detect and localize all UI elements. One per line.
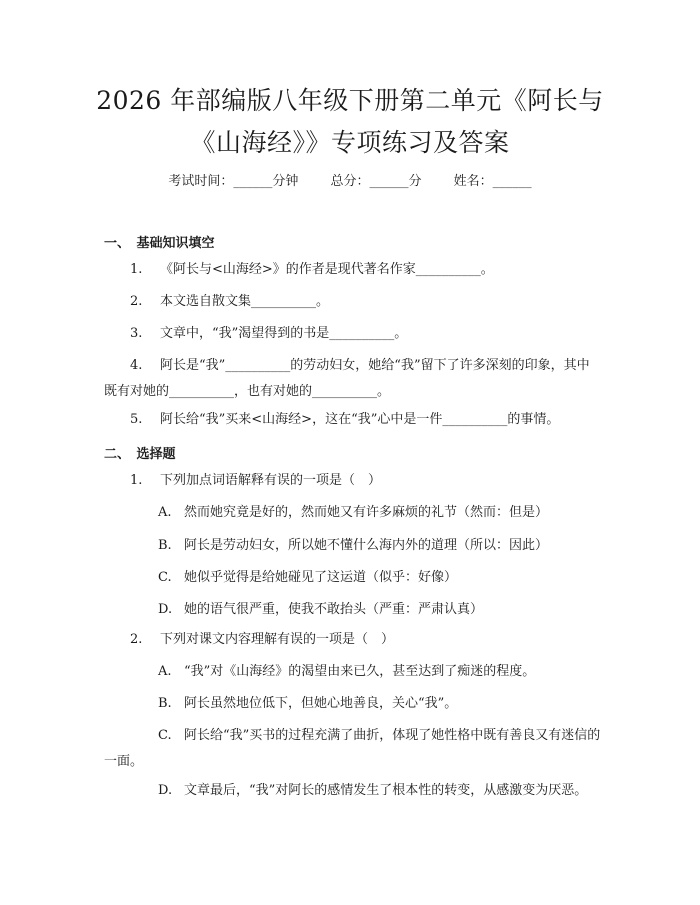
option-label: C. <box>158 728 172 743</box>
question-text: 本文选自散文集__________。 <box>160 294 330 309</box>
option-label: C. <box>158 570 172 585</box>
section-2-heading: 二、 选择题 <box>104 447 176 462</box>
option-label: B. <box>158 538 172 553</box>
title-line-1: 2026 年部编版八年级下册第二单元《阿长与 <box>96 86 604 115</box>
option-text: 文章最后，“我”对阿长的感情发生了根本性的转变，从感激变为厌恶。 <box>184 783 588 798</box>
option-label: A. <box>158 664 172 679</box>
question-number: 5. <box>130 412 143 427</box>
question-number: 1. <box>130 473 143 488</box>
option-text: 阿长是劳动妇女，所以她不懂什么海内外的道理（所以：因此） <box>184 538 549 553</box>
section-1-heading: 一、 基础知识填空 <box>104 236 215 251</box>
choice-question-1 <box>104 468 602 494</box>
question-number: 2. <box>130 294 143 309</box>
fill-question-2 <box>104 289 602 315</box>
option-text: 她似乎觉得是给她碰见了这运道（似乎：好像） <box>184 570 458 585</box>
choice-option-c <box>104 723 602 775</box>
exam-score: 总分：______分 <box>330 174 422 189</box>
question-text: 《阿长与<山海经>》的作者是现代著名作家__________。 <box>160 262 494 277</box>
title-line-2: 《山海经》》专项练习及答案 <box>190 128 510 157</box>
question-text: 阿长给“我”买来<山海经>，这在“我”心中是一件__________的事情。 <box>160 412 560 427</box>
option-text: “我”对《山海经》的渴望由来已久，甚至达到了痴迷的程度。 <box>184 664 536 679</box>
option-text: 然而她究竟是好的，然而她又有许多麻烦的礼节（然而：但是） <box>184 505 549 520</box>
option-text: 阿长给“我”买书的过程充满了曲折，体现了她性格中既有善良又有迷信的一面。 <box>104 728 601 769</box>
exam-name: 姓名：______ <box>453 174 532 189</box>
page-title <box>60 80 640 164</box>
fill-question-3 <box>104 321 602 347</box>
question-number: 3. <box>130 326 143 341</box>
option-label: D. <box>158 783 173 798</box>
fill-question-1 <box>104 257 602 283</box>
choice-option-b <box>158 691 598 717</box>
option-label: D. <box>158 602 173 617</box>
question-number: 4. <box>130 358 143 373</box>
choice-option-c <box>158 565 598 591</box>
option-text: 她的语气很严重，使我不敢抬头（严重：严肃认真） <box>184 602 484 617</box>
fill-question-5 <box>104 407 602 433</box>
choice-option-a <box>158 659 598 685</box>
exam-meta <box>0 170 700 189</box>
choice-option-b <box>158 533 598 559</box>
choice-option-d <box>104 778 602 804</box>
question-text: 文章中，“我”渴望得到的书是__________。 <box>160 326 408 341</box>
question-number: 2. <box>130 632 143 647</box>
option-text: 阿长虽然地位低下，但她心地善良，关心“我”。 <box>184 696 458 711</box>
exam-time: 考试时间：______分钟 <box>168 174 299 189</box>
choice-question-2 <box>104 627 602 653</box>
question-text: 下列对课文内容理解有误的一项是（ ） <box>160 632 395 647</box>
choice-option-a <box>158 500 598 526</box>
option-label: B. <box>158 696 172 711</box>
option-label: A. <box>158 505 172 520</box>
question-text: 阿长是“我”__________的劳动妇女，她给“我”留下了许多深刻的印象，其中既有对她的__________，也有对她的__________。 <box>104 358 590 399</box>
fill-question-4 <box>104 353 602 405</box>
question-number: 1. <box>130 262 143 277</box>
question-text: 下列加点词语解释有误的一项是（ ） <box>160 473 382 488</box>
choice-option-d <box>158 597 598 623</box>
